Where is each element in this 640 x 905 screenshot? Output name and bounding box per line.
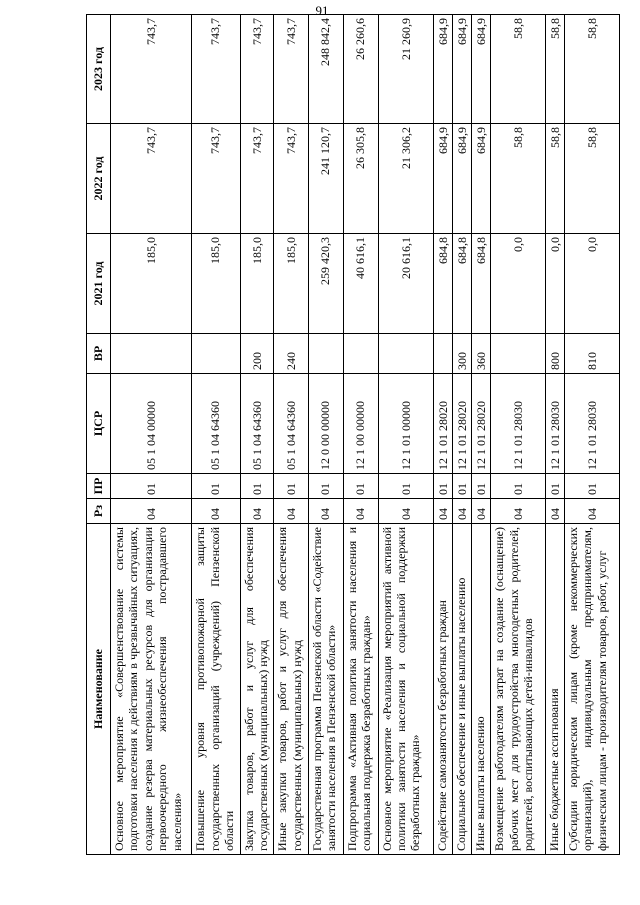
row-2021: 185,0	[192, 234, 241, 334]
table-row	[546, 15, 565, 855]
row-2023: 58,8	[565, 15, 620, 124]
row-pr: 01	[453, 474, 472, 499]
row-csr: 12 1 01 00000	[378, 374, 434, 474]
row-name: Основное мероприятие «Совершенствование системы подготовки населения к действиям в чрезвычайных ситуациях, создание резерва материальных ресурсов для организации первоочередного жизнеобеспечения пострадавшего населения»	[111, 524, 192, 855]
row-2023: 743,7	[274, 15, 309, 124]
row-vr	[111, 334, 192, 374]
row-vr	[491, 334, 546, 374]
row-rz: 04	[565, 499, 620, 524]
row-2021: 0,0	[546, 234, 565, 334]
row-2022: 743,7	[192, 124, 241, 234]
row-rz: 04	[472, 499, 491, 524]
row-2022: 743,7	[111, 124, 192, 234]
row-csr: 05 1 04 64360	[274, 374, 309, 474]
row-csr: 12 1 01 28030	[491, 374, 546, 474]
row-rz: 04	[343, 499, 378, 524]
row-2021: 185,0	[240, 234, 273, 334]
row-rz: 04	[309, 499, 344, 524]
header-vr: ВР	[87, 334, 111, 374]
row-name: Содействие самозанятости безработных граждан	[434, 524, 453, 855]
header-pr: ПР	[87, 474, 111, 499]
table-row	[378, 15, 434, 855]
row-2021: 20 616,1	[378, 234, 434, 334]
budget-table	[86, 14, 620, 855]
table-row	[309, 15, 344, 855]
rotated-table-container	[86, 15, 620, 855]
row-2022: 743,7	[274, 124, 309, 234]
row-pr: 01	[240, 474, 273, 499]
row-csr: 12 1 01 28020	[453, 374, 472, 474]
table-row	[111, 15, 192, 855]
row-csr: 05 1 04 00000	[111, 374, 192, 474]
row-2022: 58,8	[491, 124, 546, 234]
row-2021: 0,0	[565, 234, 620, 334]
row-vr: 240	[274, 334, 309, 374]
row-rz: 04	[192, 499, 241, 524]
table-row	[240, 15, 273, 855]
row-pr: 01	[309, 474, 344, 499]
row-rz: 04	[453, 499, 472, 524]
table-row	[343, 15, 378, 855]
row-pr: 01	[343, 474, 378, 499]
row-2022: 684,9	[472, 124, 491, 234]
row-2021: 684,8	[453, 234, 472, 334]
row-pr: 01	[111, 474, 192, 499]
table-row	[274, 15, 309, 855]
row-2021: 185,0	[274, 234, 309, 334]
row-2023: 743,7	[240, 15, 273, 124]
row-vr: 300	[453, 334, 472, 374]
row-2023: 58,8	[491, 15, 546, 124]
row-2021: 40 616,1	[343, 234, 378, 334]
row-pr: 01	[192, 474, 241, 499]
row-2023: 743,7	[111, 15, 192, 124]
row-2022: 684,9	[434, 124, 453, 234]
row-csr: 12 1 00 00000	[343, 374, 378, 474]
row-rz: 04	[546, 499, 565, 524]
table-row	[491, 15, 546, 855]
table-row	[192, 15, 241, 855]
row-csr: 05 1 04 64360	[192, 374, 241, 474]
row-2023: 26 260,6	[343, 15, 378, 124]
row-2022: 26 305,8	[343, 124, 378, 234]
row-name: Иные закупки товаров, работ и услуг для обеспечения государственных (муниципальных) нужд	[274, 524, 309, 855]
row-csr: 12 1 01 28030	[546, 374, 565, 474]
header-name: Наименование	[87, 524, 111, 855]
header-2022: 2022 год	[87, 124, 111, 234]
row-vr	[309, 334, 344, 374]
row-vr: 360	[472, 334, 491, 374]
row-rz: 04	[274, 499, 309, 524]
row-vr: 200	[240, 334, 273, 374]
row-2022: 743,7	[240, 124, 273, 234]
table-row	[434, 15, 453, 855]
row-name: Субсидии юридическим лицам (кроме некоммерческих организаций), индивидуальным предпринимателям, физическим лицам - производителям товаров, работ, услуг	[565, 524, 620, 855]
row-2023: 684,9	[472, 15, 491, 124]
row-2023: 743,7	[192, 15, 241, 124]
row-pr: 01	[546, 474, 565, 499]
row-pr: 01	[378, 474, 434, 499]
row-2021: 684,8	[472, 234, 491, 334]
row-2023: 58,8	[546, 15, 565, 124]
row-rz: 04	[378, 499, 434, 524]
row-pr: 01	[274, 474, 309, 499]
row-vr	[434, 334, 453, 374]
row-vr: 800	[546, 334, 565, 374]
row-pr: 01	[565, 474, 620, 499]
row-2022: 58,8	[565, 124, 620, 234]
row-2021: 684,8	[434, 234, 453, 334]
row-name: Иные выплаты населению	[472, 524, 491, 855]
row-vr: 810	[565, 334, 620, 374]
row-rz: 04	[111, 499, 192, 524]
row-pr: 01	[491, 474, 546, 499]
row-vr	[378, 334, 434, 374]
row-csr: 05 1 04 64360	[240, 374, 273, 474]
row-name: Повышение уровня противопожарной защиты государственных организаций (учреждений) Пензенской области	[192, 524, 241, 855]
row-name: Основное мероприятие «Реализация мероприятий активной политики занятости населения и социальной поддержки безработных граждан»	[378, 524, 434, 855]
row-name: Государственная программа Пензенской области «Содействие занятости населения в Пензенской области»	[309, 524, 344, 855]
row-rz: 04	[240, 499, 273, 524]
row-name: Закупка товаров, работ и услуг для обеспечения государственных (муниципальных) нужд	[240, 524, 273, 855]
row-2022: 684,9	[453, 124, 472, 234]
table-row	[453, 15, 472, 855]
row-csr: 12 1 01 28030	[565, 374, 620, 474]
header-rz: Рз	[87, 499, 111, 524]
row-2021: 0,0	[491, 234, 546, 334]
row-name: Иные бюджетные ассигнования	[546, 524, 565, 855]
row-vr	[343, 334, 378, 374]
header-csr: ЦСР	[87, 374, 111, 474]
row-csr: 12 1 01 28020	[434, 374, 453, 474]
row-2021: 259 420,3	[309, 234, 344, 334]
row-2021: 185,0	[111, 234, 192, 334]
header-2021: 2021 год	[87, 234, 111, 334]
row-csr: 12 0 00 00000	[309, 374, 344, 474]
row-rz: 04	[491, 499, 546, 524]
table-header-row	[87, 15, 111, 855]
row-2023: 21 260,9	[378, 15, 434, 124]
row-2023: 248 842,4	[309, 15, 344, 124]
row-rz: 04	[434, 499, 453, 524]
row-name: Социальное обеспечение и иные выплаты населению	[453, 524, 472, 855]
header-2023: 2023 год	[87, 15, 111, 124]
table-row	[565, 15, 620, 855]
row-pr: 01	[434, 474, 453, 499]
row-2023: 684,9	[453, 15, 472, 124]
row-vr	[192, 334, 241, 374]
row-2022: 58,8	[546, 124, 565, 234]
row-2022: 21 306,2	[378, 124, 434, 234]
row-2022: 241 120,7	[309, 124, 344, 234]
row-name: Подпрограмма «Активная политика занятости населения и социальная поддержка безработных граждан»	[343, 524, 378, 855]
table-row	[472, 15, 491, 855]
row-name: Возмещение работодателям затрат на создание (оснащение) рабочих мест для трудоустройства многодетных родителей, родителей, воспитывающих детей-инвалидов	[491, 524, 546, 855]
row-2023: 684,9	[434, 15, 453, 124]
row-pr: 01	[472, 474, 491, 499]
page-number: 91	[315, 3, 329, 18]
row-csr: 12 1 01 28020	[472, 374, 491, 474]
